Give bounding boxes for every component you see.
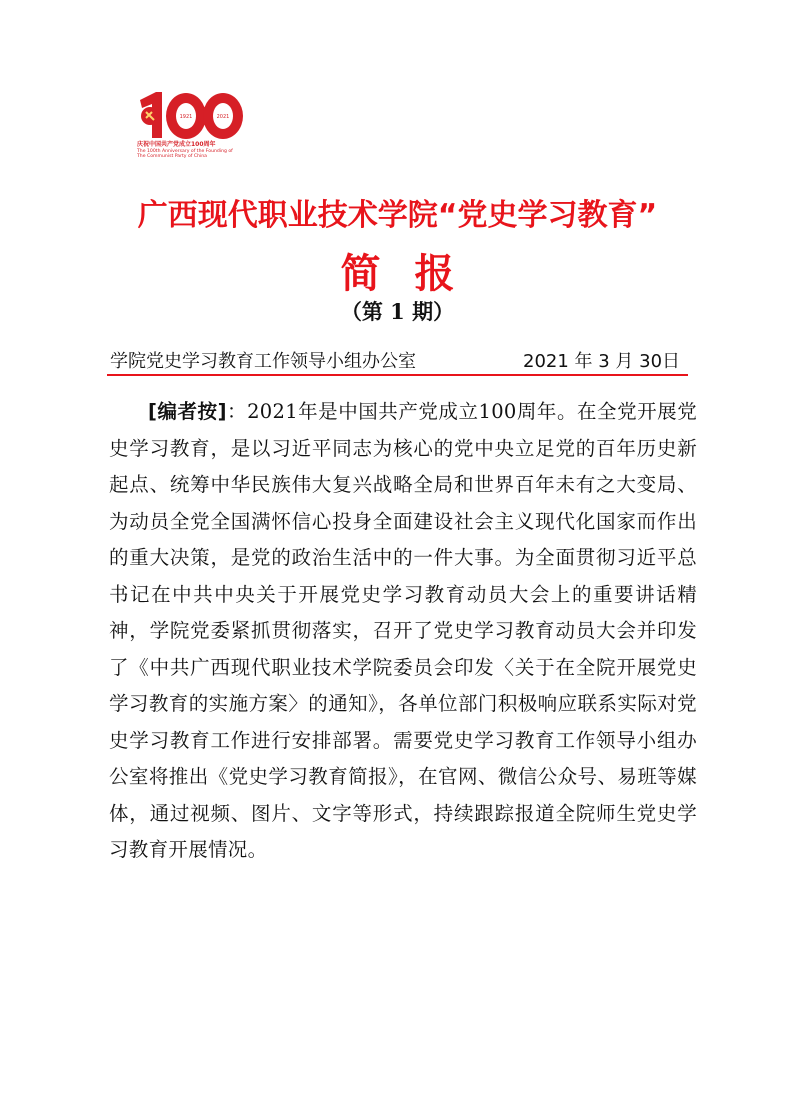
editor-note-lead: [编者按] (148, 400, 227, 423)
header-divider (107, 374, 688, 376)
logo-caption-en-2: The Communist Party of China (137, 154, 207, 160)
bulletin-subtitle: 简 报 (340, 251, 455, 297)
logo-caption-en-1: The 100th Anniversary of the Founding of (137, 148, 233, 154)
logo-caption-cn: 庆祝中国共产党成立100周年 (137, 141, 216, 148)
page-title: 广西现代职业技术学院“党史学习教育” (137, 198, 658, 233)
editor-note-text: ：2021年是中国共产党成立100周年。在全党开展党史学习教育，是以习近平同志为核心的党中央立足党的百年历史新起点、统筹中华民族伟大复兴战略全局和世界百年未有之大变局、为动员全党全国满怀信心投身全面建设社会主义现代化国家而作出的重大决策，是党的政治生活中的一件大事。为全面贯彻习近平总书记在中共中央关于开展党史学习教育动员大会上的重要讲话精神，学院党委紧抓贯彻落实，召开了党史学习教育动员大会并印发了《中共广西现代职业技术学院委员会印发〈关于在全院开展党史学习教育的实施方案〉的通知》，各单位部门积极响应联系实际对党史学习教育工作进行安排部署。需要党史学习教育工作领导小组办公室将推出《党史学习教育简报》，在官网、微信公众号、易班等媒体，通过视频、图片、文字等形式，持续跟踪报道全院师生党史学习教育开展情况。 (109, 400, 697, 861)
centenary-emblem-icon (132, 86, 248, 146)
editor-note (109, 394, 697, 869)
issue-date: 2021 年 3 月 30日 (523, 351, 681, 372)
logo-caption (137, 142, 247, 159)
centenary-logo (132, 86, 248, 166)
logo-year-left: 1921 (179, 114, 193, 120)
issuing-office: 学院党史学习教育工作领导小组办公室 (110, 351, 416, 372)
issue-number: （第 1 期） (340, 299, 455, 324)
logo-year-right: 2021 (216, 114, 230, 120)
